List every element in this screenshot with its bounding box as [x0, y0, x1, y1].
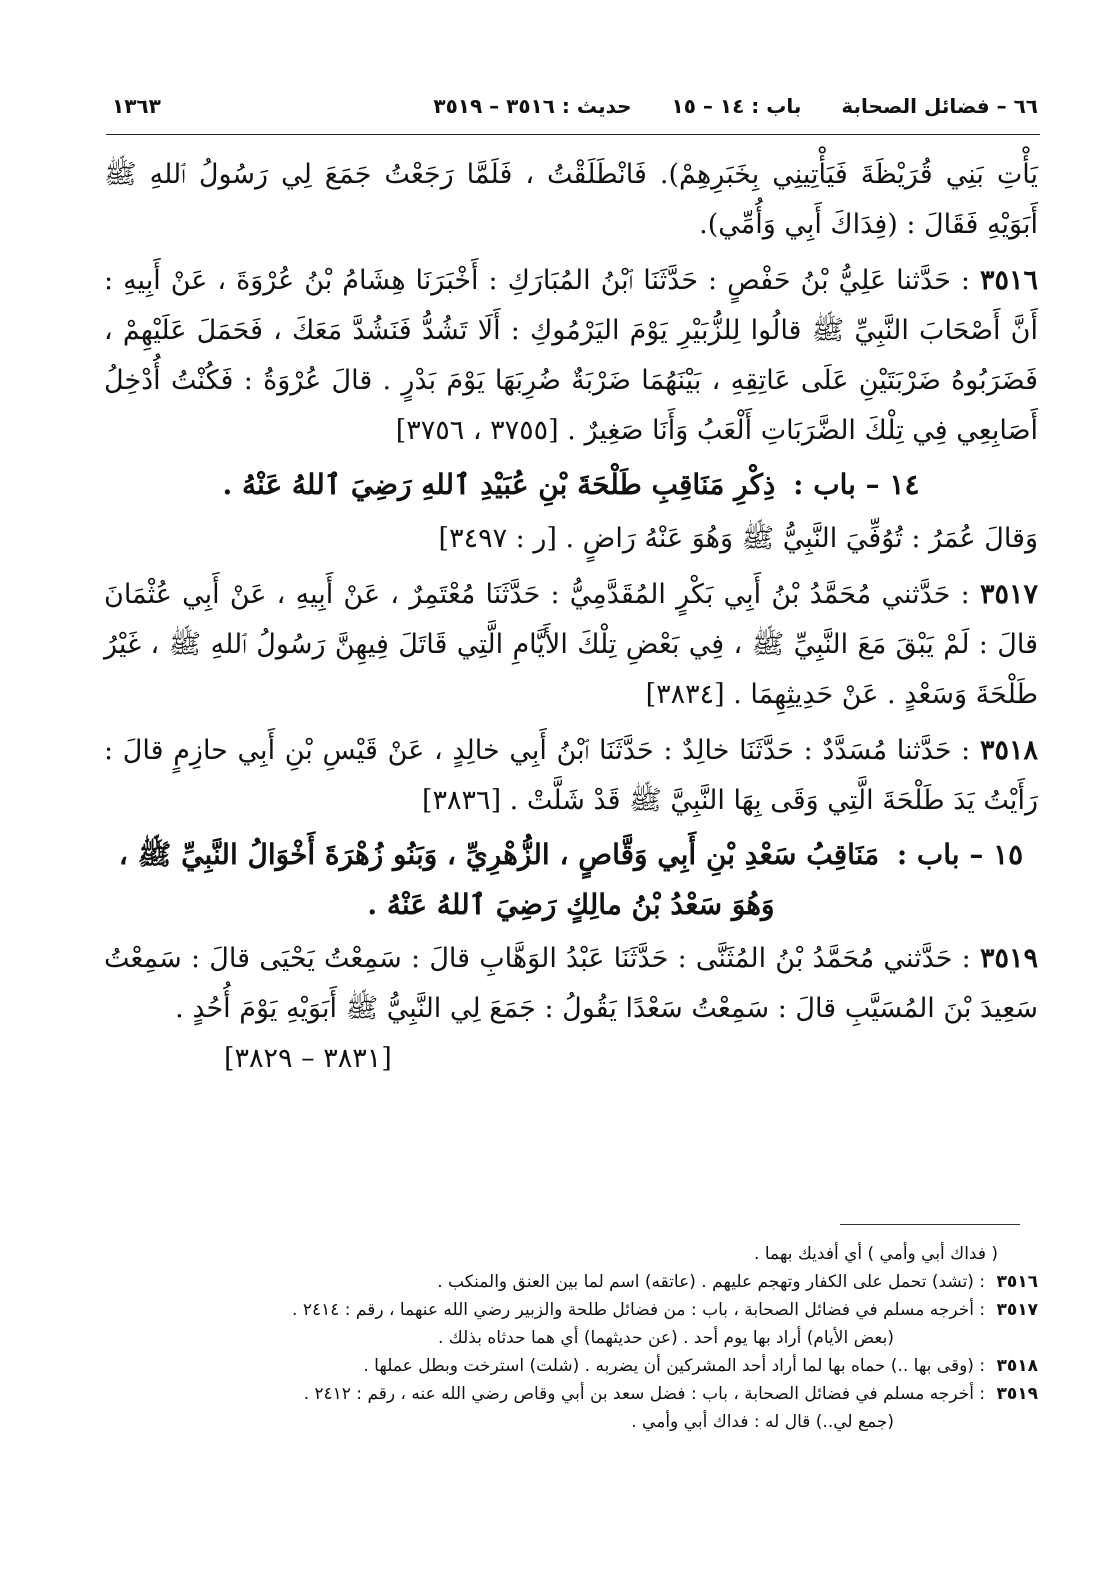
hadith-3516 [104, 256, 1038, 456]
running-header [112, 86, 1038, 126]
header-divider [106, 134, 1040, 135]
footnote-3516 [104, 1268, 1038, 1296]
footnote-text: : (تشد) تحمل على الكفار وتهجم عليهم . (عاتقه) اسم لما بين العنق والمنكب . [437, 1272, 986, 1292]
hadith-number: ٣٥١٦ [979, 265, 1038, 296]
continuation-paragraph: يَأْتِ بَنِي قُرَيْظَةَ فَيَأْتِينِي بِخَبَرِهِمْ). فَانْطَلَقْتُ ، فَلَمَّا رَجَعْتُ جَمَعَ لِي رَسُولُ ٱللهِ ﷺ أَبَوَيْهِ فَقَالَ : (فِدَاكَ أَبِي وَأُمِّي). [104, 159, 1038, 240]
footnote-text: : أخرجه مسلم في فضائل الصحابة ، باب : فضل سعد بن أبي وقاص رضي الله عنه ، رقم : ٢٤١٢ . [303, 1384, 986, 1404]
hadith-number: ٣٥١٨ [979, 735, 1038, 766]
footnote-number: ٣٥١٦ [996, 1272, 1038, 1292]
footnote-divider [840, 1224, 1020, 1225]
footnote-3519-continued: (جمع لي..) قال له : فداك أبي وأمي . [631, 1412, 894, 1432]
hadith-text: : حَدَّثني مُحَمَّدُ بْنُ أَبِي بَكْرٍ المُقَدَّمِيُّ : حَدَّثَنَا مُعْتَمِرٌ ، عَنْ أَبِيهِ ، عَنْ أَبِي عُثْمَانَ قالَ : لَمْ يَبْقَ مَعَ النَّبِيِّ ﷺ ، فِي بَعْضِ تِلْكَ الأَيَّامِ الَّتِي قَاتَلَ فِيهِنَّ رَسُولُ ٱللهِ ﷺ ، غَيْرُ طَلْحَةَ وَسَعْدٍ . عَنْ حَدِيثِهِمَا . [٣٨٣٤] [104, 579, 1038, 710]
chapter-title-text: مَنَاقِبُ سَعْدِ بْنِ أَبِي وَقَّاصٍ ، الزُّهْرِيِّ ، وَبَنُو زُهْرَةَ أَخْوَالُ النَّبِيِّ ﷺ ، وَهُوَ سَعْدُ بْنُ مالِكٍ رَضِيَ ٱللهُ عَنْهُ . [118, 838, 880, 921]
hadith-number: ٣٥١٩ [979, 943, 1038, 974]
chapter-heading-14 [104, 460, 1038, 510]
hadith-3519 [104, 934, 1038, 1034]
hadith-3517 [104, 570, 1038, 720]
footnote-3517 [104, 1296, 1038, 1324]
page-number: ١٣٦٣ [112, 94, 161, 118]
footnotes [104, 1240, 1038, 1436]
footnote-line: ( فداك أبي وأمي ) أي أفديك بهما . [754, 1244, 998, 1264]
chapter-number: ١٤ – باب : [793, 468, 920, 501]
footnote-3518 [104, 1352, 1038, 1380]
header-right-group [433, 94, 1038, 118]
bab-range: باب : ١٤ – ١٥ [671, 94, 802, 118]
hadith-number: ٣٥١٧ [979, 579, 1038, 610]
footnote-3517-continued: (بعض الأيام) أراد بها يوم أحد . (عن حديثهما) أي هما حدثاه بذلك . [437, 1328, 894, 1348]
footnote-number: ٣٥١٨ [996, 1356, 1038, 1376]
hadith-text: : حَدَّثنا عَلِيُّ بْنُ حَفْصٍ : حَدَّثَنَا ٱبْنُ المُبَارَكِ : أَخْبَرَنَا هِشَامُ بْنُ عُرْوَةَ ، عَنْ أَبِيهِ : أَنَّ أَصْحَابَ النَّبِيِّ ﷺ قالُوا لِلزُّبَيْرِ يَوْمَ اليَرْمُوكِ : أَلَا تَشُدُّ فَنَشُدَّ مَعَكَ ، فَحَمَلَ عَلَيْهِمْ ، فَضَرَبُوهُ ضَرْبَتَيْنِ عَلَى عَاتِقِهِ ، بَيْنَهُمَا ضَرْبَةٌ ضُرِبَهَا يَوْمَ بَدْرٍ . قالَ عُرْوَةُ : فَكُنْتُ أُدْخِلُ أَصَابِعِي فِي تِلْكَ الضَّرَبَاتِ أَلْعَبُ وَأَنَا صَغِيرٌ . [٣٧٥٥ ، ٣٧٥٦] [104, 265, 1038, 446]
cross-references: [٣٨٣١ – ٣٨٢٩] [224, 1043, 392, 1074]
umar-quote: وَقالَ عُمَرُ : تُوُفِّيَ النَّبِيُّ ﷺ وَهُوَ عَنْهُ رَاضٍ . [ر : ٣٤٩٧] [438, 523, 1038, 554]
hadith-text: : حَدَّثنا مُسَدَّدٌ : حَدَّثَنَا خالِدٌ : حَدَّثَنَا ٱبْنُ أَبِي خالِدٍ ، عَنْ قَيْسِ بْنِ أَبِي حازِمٍ قالَ : رَأَيْتُ يَدَ طَلْحَةَ الَّتِي وَقَى بِهَا النَّبِيَّ ﷺ قَدْ شَلَّتْ . [٣٨٣٦] [104, 735, 1038, 816]
footnote-text: : أخرجه مسلم في فضائل الصحابة ، باب : من فضائل طلحة والزبير رضي الله عنهما ، رقم : ٢٤١٤ . [292, 1300, 986, 1320]
chapter-title: ٦٦ – فضائل الصحابة [841, 94, 1038, 118]
hadith-range: حديث : ٣٥١٦ – ٣٥١٩ [433, 94, 632, 118]
footnote-3519 [104, 1380, 1038, 1408]
main-text [104, 150, 1038, 1084]
hadith-text: : حَدَّثني مُحَمَّدُ بْنُ المُثَنَّى : حَدَّثَنَا عَبْدُ الوَهَّابِ قالَ : سَمِعْتُ يَحْيَى قالَ : سَمِعْتُ سَعِيدَ بْنَ المُسَيَّبِ قالَ : سَمِعْتُ سَعْدًا يَقُولُ : جَمَعَ لِي النَّبِيُّ ﷺ أَبَوَيْهِ يَوْمَ أُحُدٍ . [104, 943, 1038, 1024]
footnote-text: : (وقى بها ..) حماه بها لما أراد أحد المشركين أن يضربه . (شلت) استرخت وبطل عملها . [363, 1356, 986, 1376]
hadith-3518 [104, 726, 1038, 826]
chapter-title-text: ذِكْرِ مَنَاقِبِ طَلْحَةَ بْنِ عُبَيْدِ ٱللهِ رَضِيَ ٱللهُ عَنْهُ . [222, 468, 776, 501]
footnote-number: ٣٥١٩ [996, 1384, 1038, 1404]
chapter-number: ١٥ – باب : [896, 838, 1024, 871]
footnote-number: ٣٥١٧ [996, 1300, 1038, 1320]
chapter-heading-15 [104, 830, 1038, 930]
